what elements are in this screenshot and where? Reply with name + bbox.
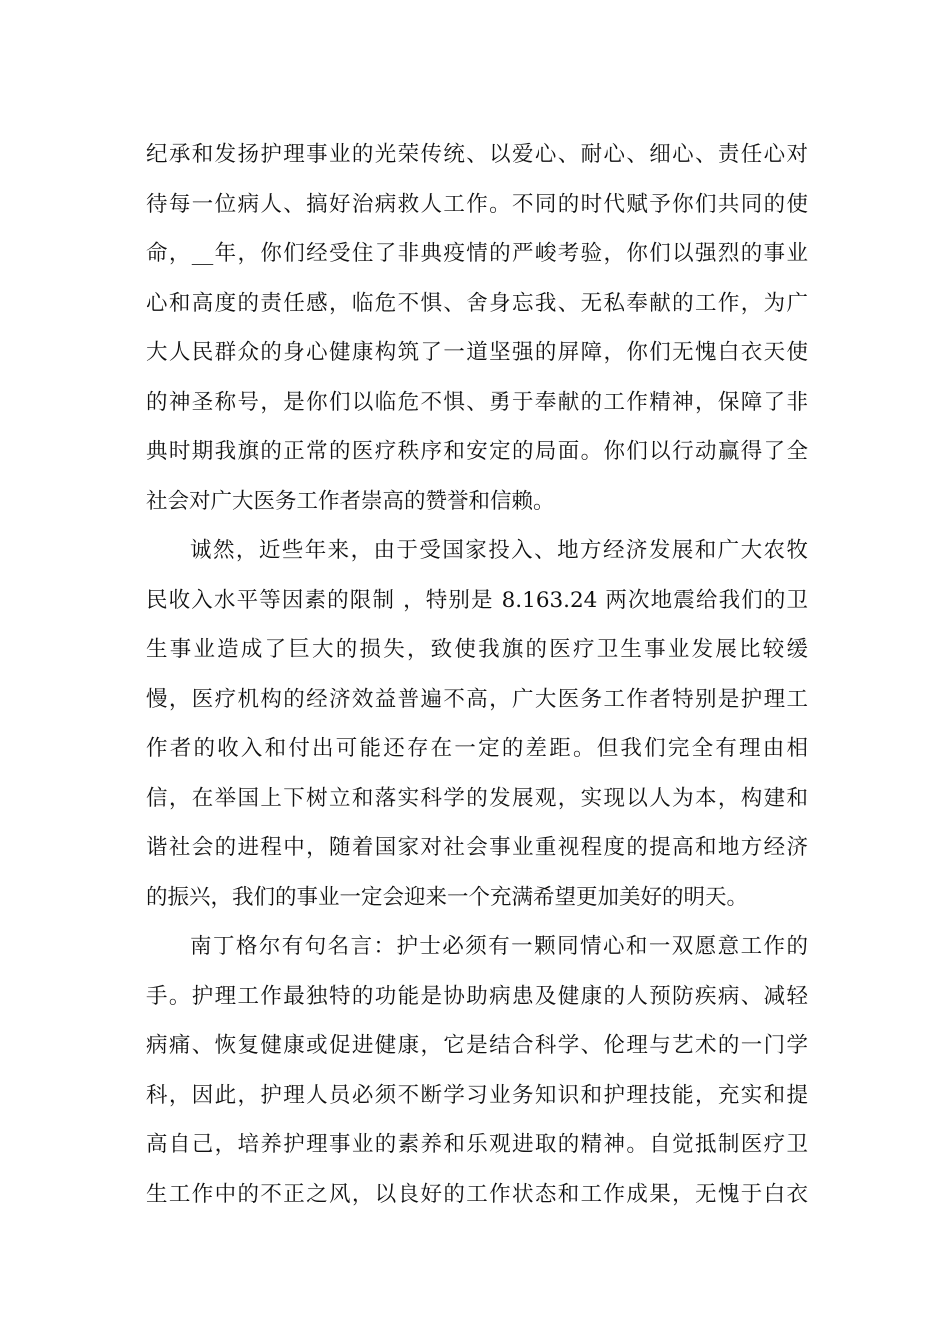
text-line: 待每一位病人、搞好治病救人工作。不同的时代赋予你们共同的使 xyxy=(146,191,808,217)
text-line: 手。护理工作最独特的功能是协助病患及健康的人预防疾病、减轻 xyxy=(146,983,808,1009)
text-line: 病痛、恢复健康或促进健康，它是结合科学、伦理与艺术的一门学 xyxy=(146,1033,808,1058)
text-line: 纪承和发扬护理事业的光荣传统、以爱心、耐心、细心、责任心对 xyxy=(146,142,808,167)
text-line: 科，因此，护理人员必须不断学习业务知识和护理技能，充实和提 xyxy=(146,1082,808,1108)
text-line: 大人民群众的身心健康构筑了一道坚强的屏障，你们无愧白衣天使 xyxy=(146,340,808,365)
text-line: 生事业造成了巨大的损失，致使我旗的医疗卫生事业发展比较缓 xyxy=(146,637,808,662)
document-body xyxy=(146,130,808,1219)
text-line: 的神圣称号，是你们以临危不惧、勇于奉献的工作精神，保障了非 xyxy=(146,389,808,415)
text-line: 作者的收入和付出可能还存在一定的差距。但我们完全有理由相 xyxy=(146,736,808,761)
text-line: 生工作中的不正之风，以良好的工作状态和工作成果，无愧于白衣 xyxy=(146,1181,808,1207)
text-line: 社会对广大医务工作者崇高的赞誉和信赖。 xyxy=(146,488,555,514)
text-line: 高自己，培养护理事业的素养和乐观进取的精神。自觉抵制医疗卫 xyxy=(146,1132,808,1157)
paragraph-start-line: 诚然，近些年来，由于受国家投入、地方经济发展和广大农牧 xyxy=(190,538,808,563)
text-line: 民收入水平等因素的限制 ，特别是 8.163.24 两次地震给我们的卫 xyxy=(146,587,808,613)
text-line: 典时期我旗的正常的医疗秩序和安定的局面。你们以行动赢得了全 xyxy=(146,439,808,464)
text-line: 心和高度的责任感，临危不惧、舍身忘我、无私奉献的工作，为广 xyxy=(146,290,808,316)
text-line: 的振兴，我们的事业一定会迎来一个充满希望更加美好的明天。 xyxy=(146,884,749,910)
text-line: 命，__年，你们经受住了非典疫情的严峻考验，你们以强烈的事业 xyxy=(146,241,808,266)
text-line: 慢，医疗机构的经济效益普遍不高，广大医务工作者特别是护理工 xyxy=(146,686,808,712)
paragraph-start-line: 南丁格尔有句名言：护士必须有一颗同情心和一双愿意工作的 xyxy=(190,934,808,959)
text-line: 谐社会的进程中，随着国家对社会事业重视程度的提高和地方经济 xyxy=(146,835,808,860)
text-line: 信，在举国上下树立和落实科学的发展观，实现以人为本，构建和 xyxy=(146,785,808,811)
